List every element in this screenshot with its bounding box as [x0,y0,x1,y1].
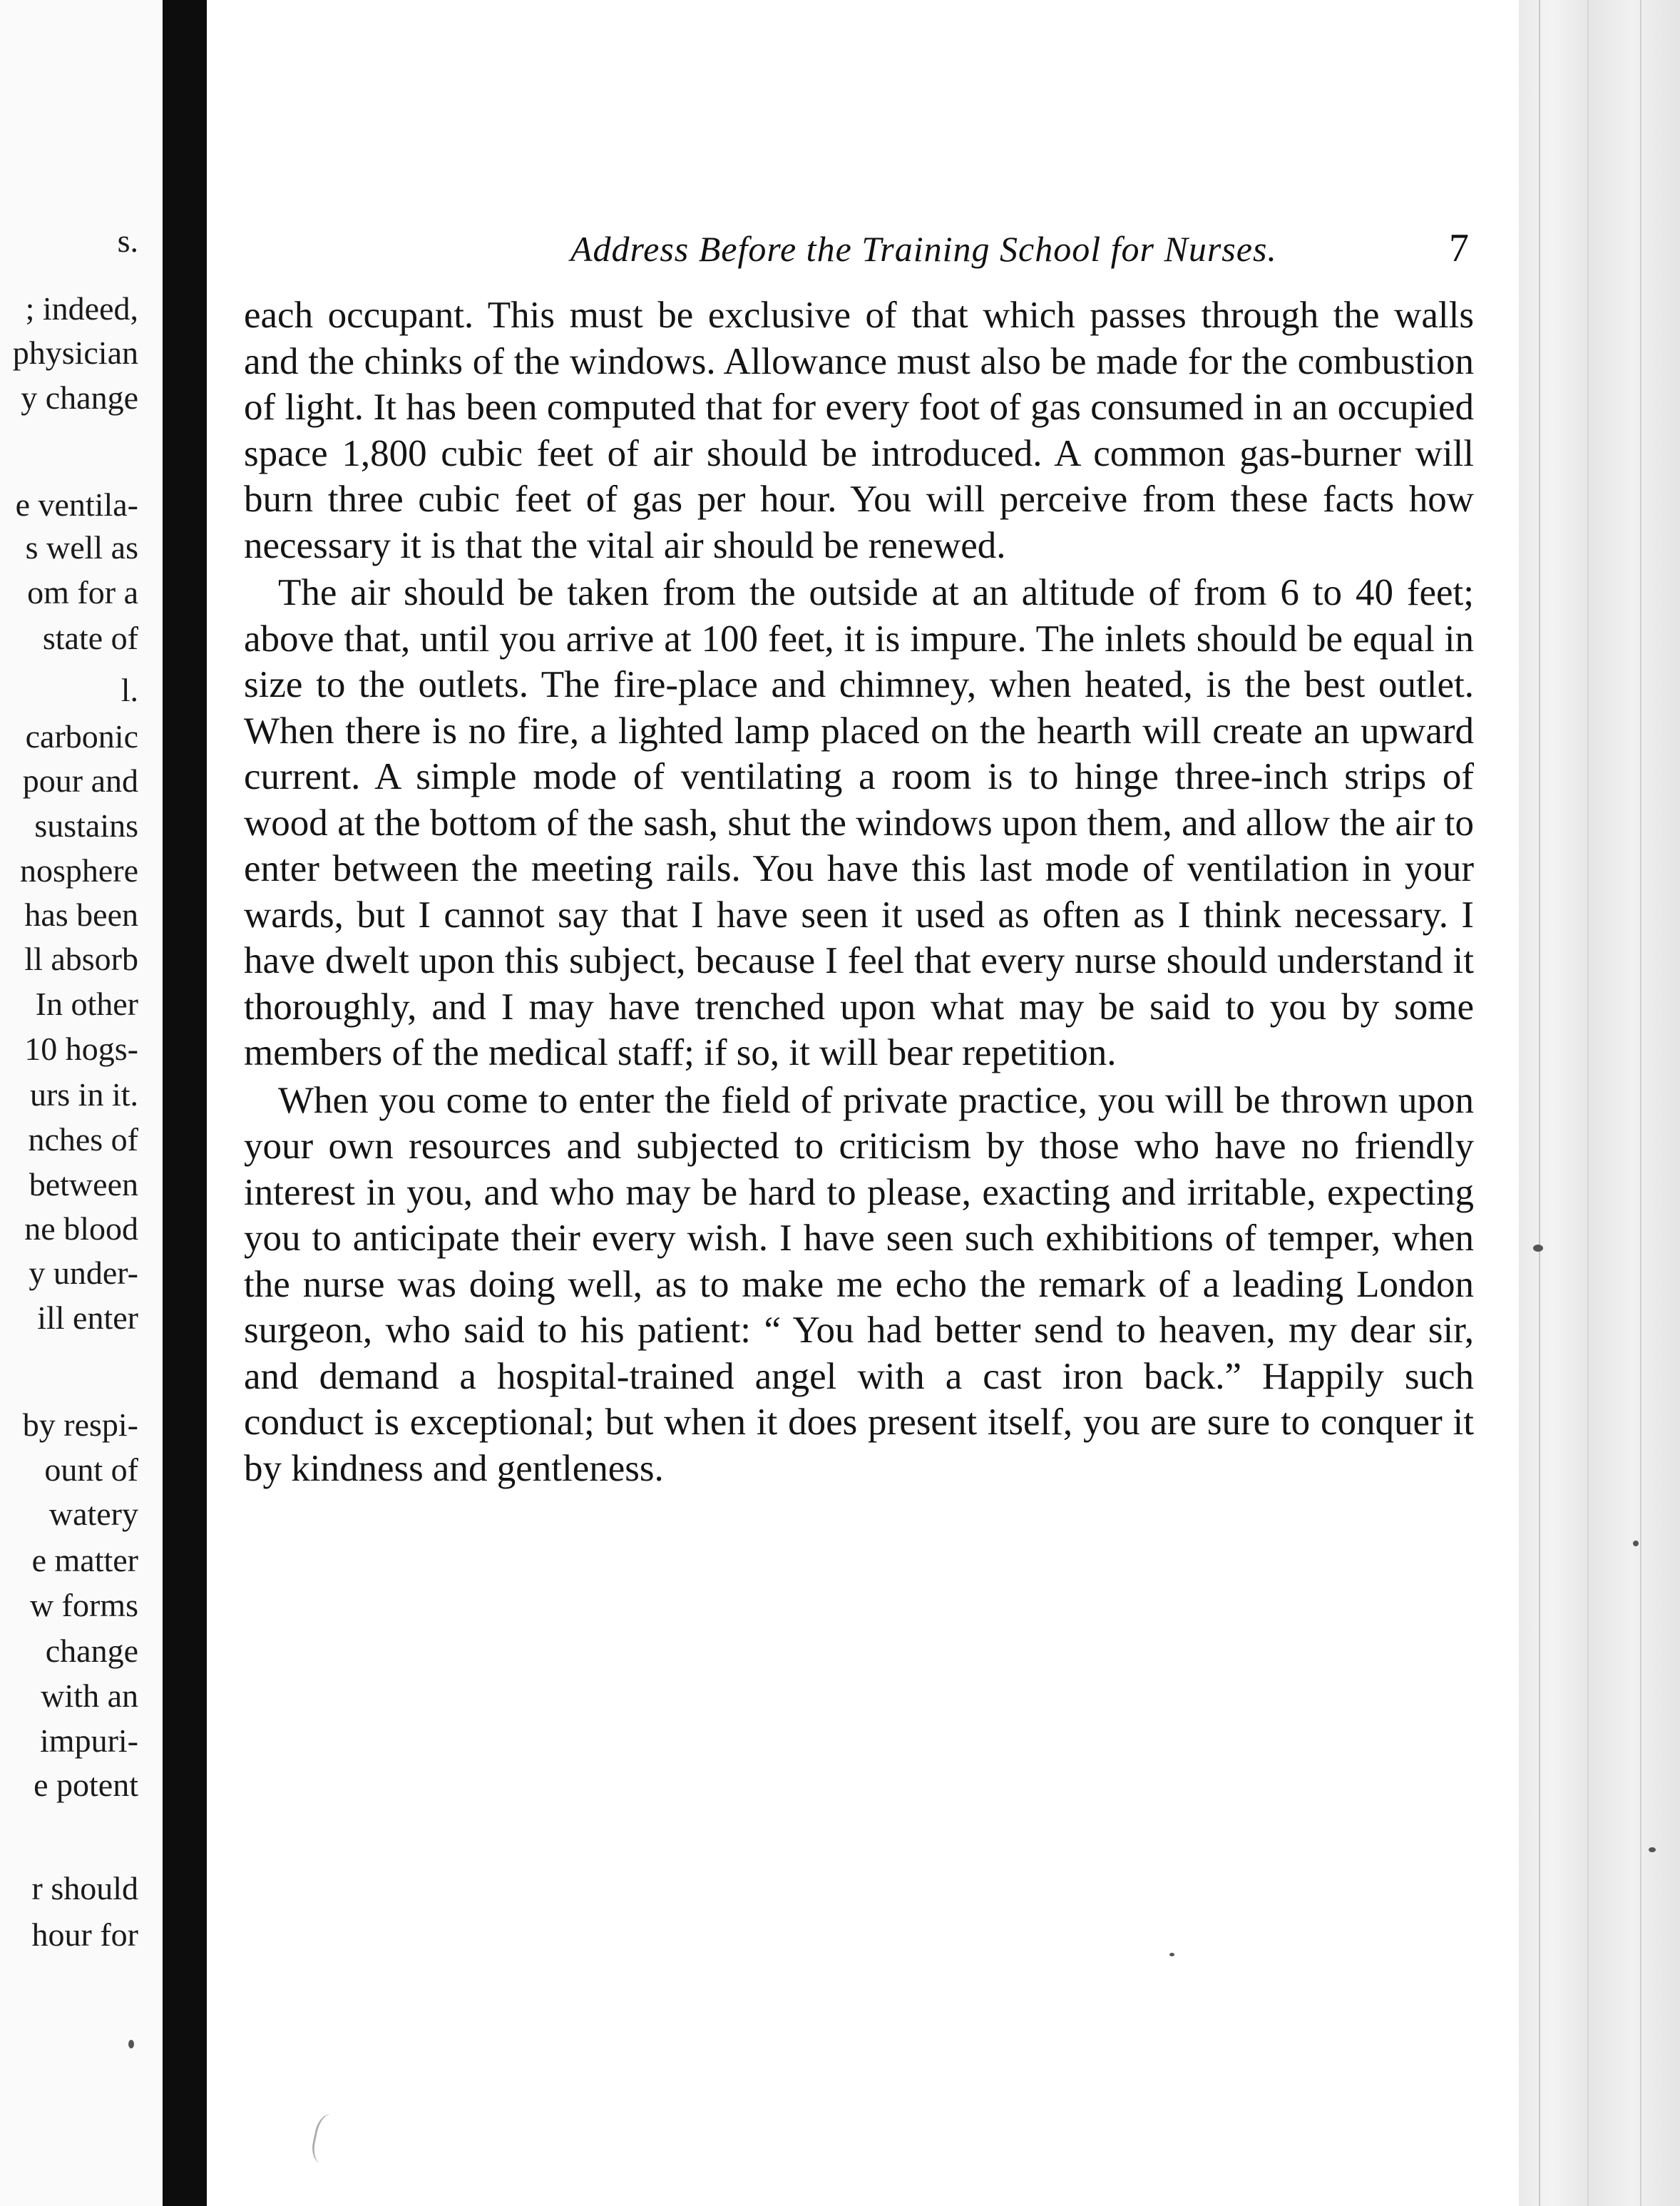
left-page-fragment: om for a [27,574,138,611]
left-page-fragment: impuri- [40,1722,138,1759]
left-page-fragment: sustains [34,807,138,844]
left-page-fragment: e ventila- [15,486,138,523]
left-page-fragment: e matter [31,1542,138,1578]
scan-speck [1533,1245,1543,1252]
left-page-fragment: y under- [29,1255,138,1291]
left-page-fragment: watery [48,1496,138,1532]
left-page-fragment: has been [24,897,138,933]
left-page-fragment: l. [121,672,138,708]
left-page-fragment: hour for [31,1916,138,1953]
left-page-fragment: urs in it. [29,1076,138,1113]
left-page-fragment: e potent [34,1767,138,1803]
left-page-fragment: ount of [44,1451,138,1488]
running-title: Address Before the Training School for Nurses. [570,229,1277,269]
left-page-fragment: between [29,1166,138,1202]
left-page-fragment: with an [41,1678,138,1714]
left-page-fragment: state of [42,620,138,656]
left-page-edge [0,0,163,2206]
running-head [364,223,1483,272]
left-page-fragment: change [45,1633,138,1669]
left-page-fragment: r should [31,1870,138,1906]
left-page-fragment: by respi- [22,1406,138,1443]
paragraph-1: each occupant. This must be exclusive of that which passes through the walls and the chinks of the windows. Allowance must also be made for the combustion of light. It has been computed that for every foot of gas consumed in an occupied space 1,800 cubic feet of air should be introduced. A common gas-burner will burn three cubic feet of gas per hour. You will perceive from these facts how necessary it is that the vital air should be renewed. [244,295,1474,566]
left-page-fragment: ne blood [24,1210,138,1247]
scan-speck [128,2040,134,2048]
left-page-fragment: carbonic [25,718,138,755]
left-page-fragment: 10 hogs- [24,1031,138,1067]
scan-speck [1649,1847,1656,1852]
left-page-text-fragments [0,0,163,2206]
page-edge-line [1587,0,1589,2206]
scan-speck [1633,1541,1639,1546]
right-page [207,0,1519,2206]
paragraph-2: The air should be taken from the outside at an altitude of from 6 to 40 feet; above that, until you arrive at 100 feet, it is impure. The inlets should be equal in size to the outlets. The fire-place and chimney, when heated, is the best outlet. When there is no fire, a lighted lamp placed on the hearth will create an upward current. A simple mode of ventilating a room is to hinge three-inch strips of wood at the bottom of the sash, shut the windows upon them, and allow the air to enter between the meeting rails. You have this last mode of ventilation in your wards, but I cannot say that I have seen it used as often as I think necessary. I have dwelt upon this subject, because I feel that every nurse should understand it thoroughly, and I may have trenched upon what may be said to you by some members of the medical staff; if so, it will bear repetition. [244,572,1474,1073]
left-page-fragment: ill enter [37,1299,138,1336]
page-edge-line [1640,0,1641,2206]
left-page-fragment: ll absorb [24,941,138,977]
left-page-fragment: s well as [25,529,138,566]
left-page-fragment: s. [117,223,138,259]
left-page-fragment: nches of [28,1121,138,1158]
page-edge-line [1539,0,1540,2206]
left-page-fragment: ; indeed, [25,290,138,327]
page-number: 7 [1449,226,1469,270]
left-page-fragment: physician [12,335,138,371]
page-stack-edge [1519,0,1680,2206]
left-page-fragment: nosphere [19,852,138,889]
book-gutter [163,0,207,2206]
left-page-fragment: y change [21,379,138,416]
body-text [244,292,1474,1491]
left-page-fragment: w forms [29,1587,138,1623]
left-page-fragment: pour and [22,762,138,799]
scan-speck [1169,1953,1174,1956]
left-page-fragment: In other [35,986,138,1022]
paragraph-3: When you come to enter the field of private practice, you will be thrown upon your own resources and subjected to criticism by those who have no friendly interest in you, and who may be hard to please, exacting and irritable, expecting you to anticipate their every wish. I have seen such exhibitions of temper, when the nurse was doing well, as to make me echo the remark of a leading London surgeon, who said to his patient: “ You had better send to heaven, my dear sir, and demand a hospital-trained angel with a cast iron back.” Happily such conduct is exceptional; but when it does present itself, you are sure to conquer it by kindness and gentleness. [244,1079,1474,1489]
